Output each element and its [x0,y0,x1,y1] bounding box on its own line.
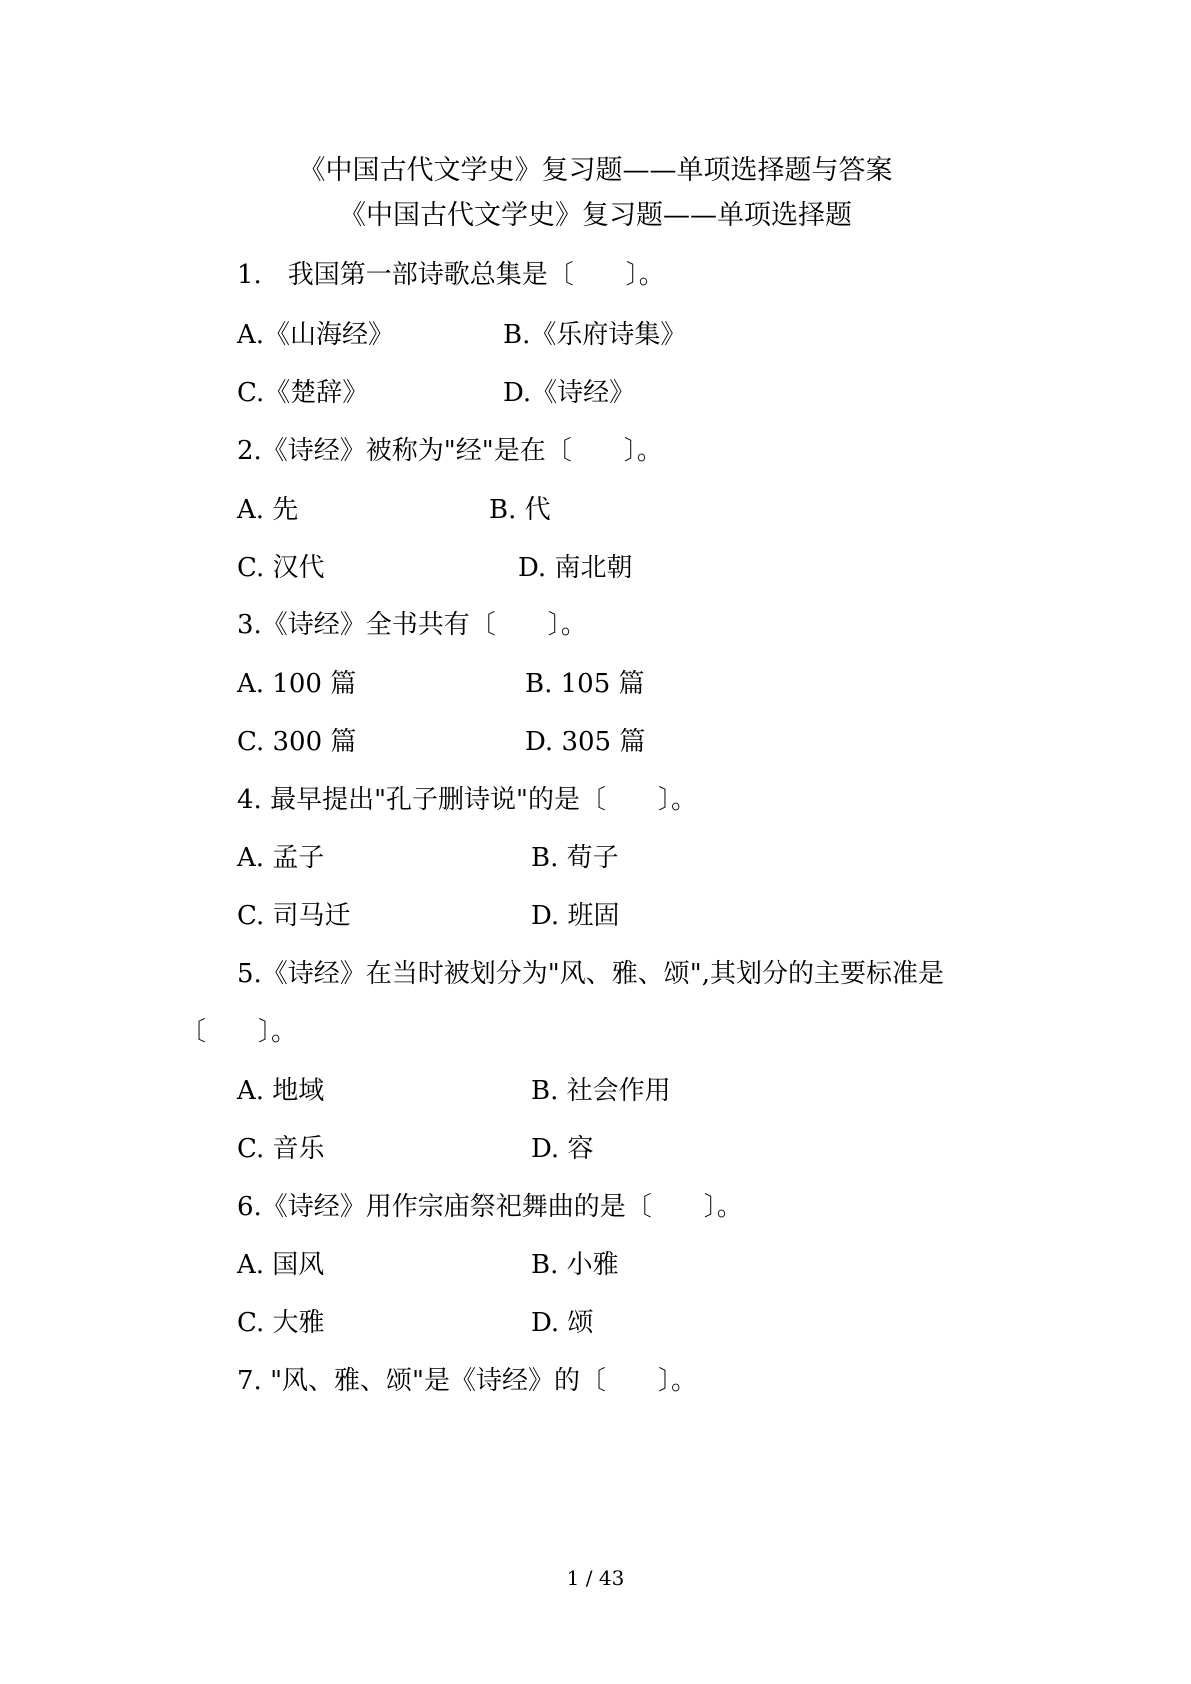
question-6-option-d: D. 颂 [531,1308,594,1338]
question-1-option-b: B.《乐府诗集》 [503,320,687,350]
question-3-option-b: B. 105 篇 [525,669,645,699]
question-2-option-b: B. 代 [489,495,551,525]
question-1-stem: 1. 我国第一部诗歌总集是〔 〕。 [237,260,665,290]
question-2-option-d: D. 南北朝 [518,553,633,583]
page-number: 1 / 43 [566,1566,625,1590]
question-5-option-a: A. 地域 [237,1076,325,1106]
question-4-option-a: A. 孟子 [237,843,325,873]
question-2-option-a: A. 先 [237,495,299,525]
question-5-option-c: C. 音乐 [237,1134,325,1164]
question-6-option-b: B. 小雅 [531,1250,619,1280]
document-title: 《中国古代文学史》复习题——单项选择题与答案 [298,155,893,186]
question-2-option-c: C. 汉代 [237,553,325,583]
question-1-option-c: C.《楚辞》 [237,378,369,408]
question-6-option-c: C. 大雅 [237,1308,325,1338]
question-5-stem: 5.《诗经》在当时被划分为"风、雅、颂",其划分的主要标准是 [237,959,944,989]
question-5-option-d: D. 容 [531,1134,594,1164]
question-6-option-a: A. 国风 [237,1250,325,1280]
question-4-stem: 4. 最早提出"孔子删诗说"的是〔 〕。 [237,785,697,815]
question-7-stem: 7. "风、雅、颂"是《诗经》的〔 〕。 [237,1366,697,1396]
question-4-option-c: C. 司马迁 [237,901,351,931]
question-3-option-d: D. 305 篇 [525,727,646,757]
question-3-stem: 3.《诗经》全书共有〔 〕。 [237,610,587,640]
question-6-stem: 6.《诗经》用作宗庙祭祀舞曲的是〔 〕。 [237,1192,743,1222]
question-3-option-a: A. 100 篇 [237,669,357,699]
question-4-option-b: B. 荀子 [531,843,619,873]
question-5-option-b: B. 社会作用 [531,1076,671,1106]
question-4-option-d: D. 班固 [531,901,620,931]
question-5-stem-continuation: 〔 〕。 [180,1017,298,1047]
question-1-option-d: D.《诗经》 [503,378,636,408]
question-1-option-a: A.《山海经》 [237,320,395,350]
question-2-stem: 2.《诗经》被称为"经"是在〔 〕。 [237,436,663,466]
question-3-option-c: C. 300 篇 [237,727,357,757]
section-title: 《中国古代文学史》复习题——单项选择题 [339,200,852,231]
